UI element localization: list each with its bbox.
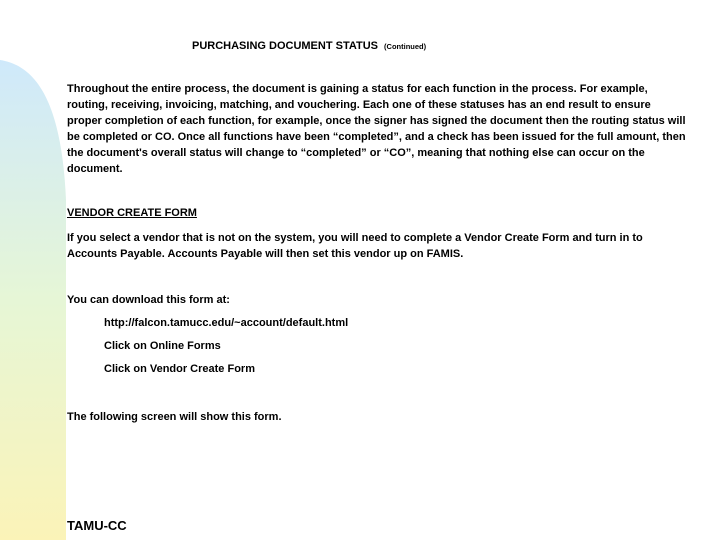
slide-title-text: PURCHASING DOCUMENT STATUS [192,40,378,52]
vendor-create-form-heading: VENDOR CREATE FORM [67,207,197,219]
download-intro: You can download this form at: [67,294,230,306]
step-online-forms: Click on Online Forms [104,340,221,352]
slide-title-note: (Continued) [384,42,427,51]
intro-paragraph: Throughout the entire process, the document is gaining a status for each function in the process. For example, routing, receiving, invoicing, matching, and vouchering. Each one of these statuses has an end result to ensure proper completion of each function, for example, once the signer has signed the document then the routing status will be completed or CO. Once all functions have been “completed”, and a check has been issued for the full amount, then the document's overall status will change to “completed” or “CO”, meaning that nothing else can occur on the document. [67,83,686,175]
slide-title [192,40,426,52]
footer-organization: TAMU-CC [67,518,127,533]
step-vendor-create-form: Click on Vendor Create Form [104,363,255,375]
vendor-paragraph: If you select a vendor that is not on the system, you will need to complete a Vendor Create Form and turn in to Accounts Payable. Accounts Payable will then set this vendor up on FAMIS. [67,232,643,260]
closing-text: The following screen will show this form. [67,411,282,423]
download-url: http://falcon.tamucc.edu/~account/default.html [104,317,349,329]
